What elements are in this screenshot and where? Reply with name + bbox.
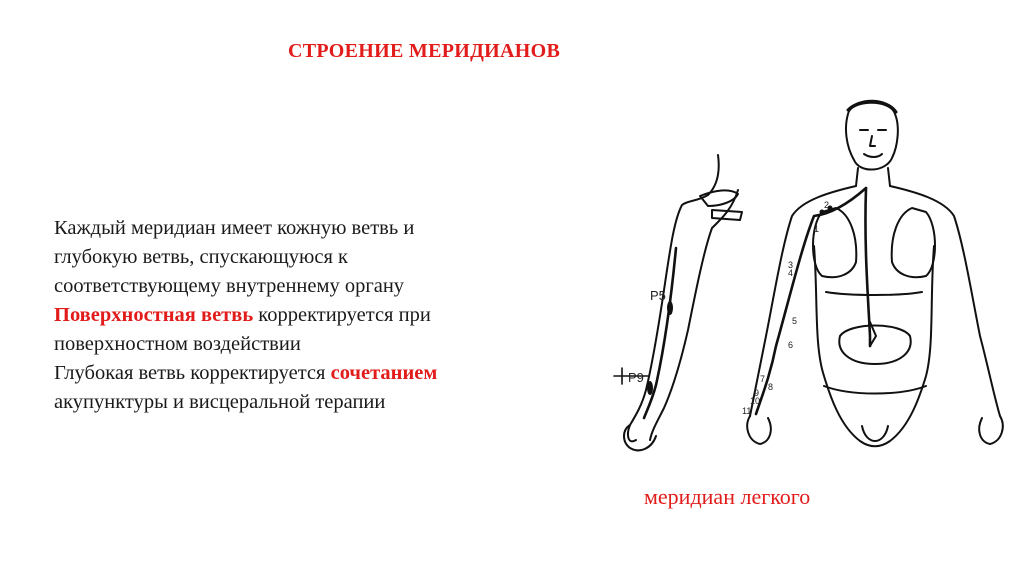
text-line-6-start: Глубокая ветвь корректируется [54,362,331,384]
text-line-4 [54,301,554,330]
meridian-point-1-marker [820,210,825,215]
point-label-3: 3 [788,260,794,270]
point-label-5: 5 [792,316,798,326]
point-label-10: 10 [750,396,761,406]
point-label-9: 9 [754,388,760,398]
arm-meridian-illustration [600,150,750,460]
point-label-11: 11 [742,406,752,416]
illustration-caption: меридиан легкого [644,484,811,509]
text-line-3: соответствующему внутреннему органу [54,275,405,297]
combination-highlight: сочетанием [330,362,438,384]
text-line-7: акупунктуры и висцеральной терапии [54,391,386,413]
point-label-8: 8 [768,382,774,392]
label-p5: P5 [650,288,666,303]
label-p9: P9 [628,370,644,385]
point-label-6: 6 [788,340,794,350]
slide-title: СТРОЕНИЕ МЕРИДИАНОВ [288,40,561,62]
description-text [54,214,554,417]
point-label-1: 1 [814,224,820,234]
point-p9-marker [647,381,653,395]
text-line-5: поверхностном воздействии [54,333,301,355]
text-line-6 [54,359,554,388]
point-p5-marker [667,301,673,315]
point-label-2: 2 [824,200,830,210]
surface-branch-highlight: Поверхностная ветвь [54,304,254,326]
point-label-4: 4 [788,268,794,278]
text-line-2: глубокую ветвь, спускающуюся к [54,246,348,268]
text-line-4-rest: корректируется при [253,304,431,326]
point-label-7: 7 [760,374,766,384]
text-line-1: Каждый меридиан имеет кожную ветвь и [54,217,415,239]
body-meridian-illustration [730,96,1020,466]
